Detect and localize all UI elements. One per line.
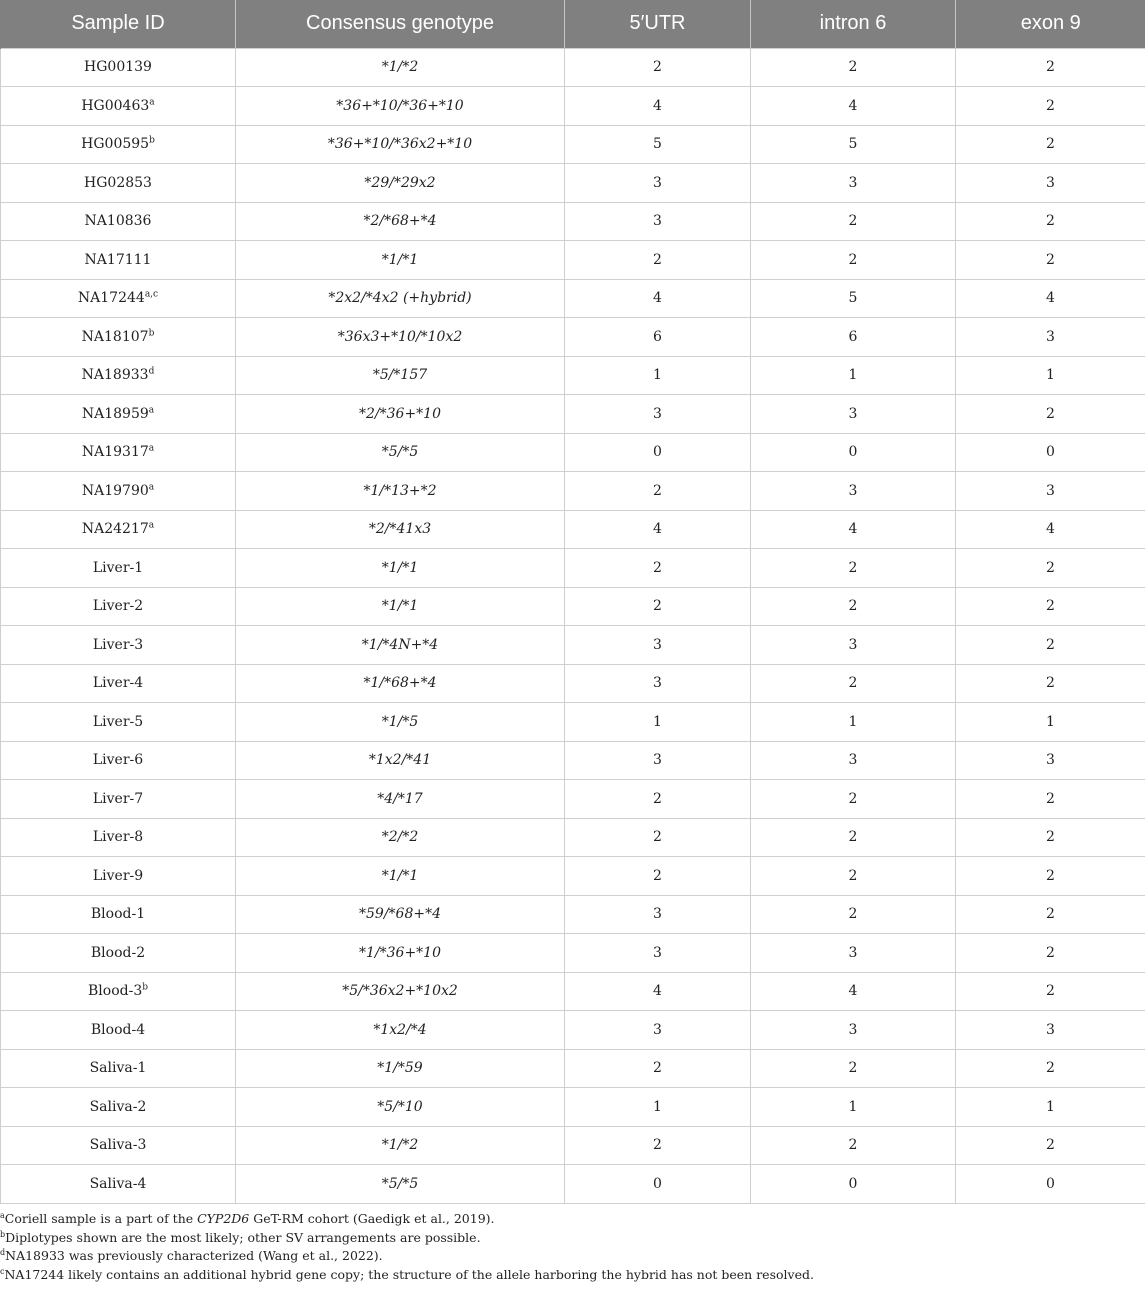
utr-cell: 2 bbox=[565, 1049, 751, 1088]
sample-id: HG02853 bbox=[84, 174, 152, 191]
genotype-cell: *1/*1 bbox=[236, 587, 565, 626]
sample-id-cell bbox=[1, 87, 236, 126]
utr-cell: 4 bbox=[565, 510, 751, 549]
utr-cell: 4 bbox=[565, 279, 751, 318]
exon-cell: 3 bbox=[956, 1011, 1145, 1050]
sample-id: Liver-4 bbox=[92, 675, 144, 692]
genotype-cell: *1/*5 bbox=[236, 703, 565, 742]
genotype-cell: *1/*2 bbox=[236, 48, 565, 87]
footnote-marker: b bbox=[149, 135, 155, 146]
exon-cell: 2 bbox=[956, 1126, 1145, 1165]
utr-cell: 3 bbox=[565, 741, 751, 780]
sample-id-cell bbox=[1, 202, 236, 241]
sample-id-cell bbox=[1, 895, 236, 934]
genotype-cell: *1/*36+*10 bbox=[236, 934, 565, 973]
intron-cell: 6 bbox=[751, 318, 956, 357]
table-row bbox=[1, 703, 1145, 742]
intron-cell: 3 bbox=[751, 934, 956, 973]
exon-cell: 2 bbox=[956, 1049, 1145, 1088]
sample-id: HG00463 bbox=[81, 97, 150, 114]
sample-id: Liver-7 bbox=[92, 790, 144, 807]
sample-id-cell bbox=[1, 664, 236, 703]
sample-id-cell bbox=[1, 395, 236, 434]
sample-id-cell bbox=[1, 125, 236, 164]
intron-cell: 1 bbox=[751, 356, 956, 395]
utr-cell: 3 bbox=[565, 895, 751, 934]
utr-cell: 0 bbox=[565, 1165, 751, 1204]
genotype-cell: *1x2/*4 bbox=[236, 1011, 565, 1050]
exon-cell: 2 bbox=[956, 241, 1145, 280]
table-row bbox=[1, 626, 1145, 665]
genotype-cell: *1/*4N+*4 bbox=[236, 626, 565, 665]
genotype-cell: *5/*5 bbox=[236, 1165, 565, 1204]
table-row bbox=[1, 433, 1145, 472]
header-consensus-genotype: Consensus genotype bbox=[236, 0, 565, 48]
intron-cell: 2 bbox=[751, 895, 956, 934]
exon-cell: 4 bbox=[956, 279, 1145, 318]
table-row bbox=[1, 934, 1145, 973]
exon-cell: 2 bbox=[956, 87, 1145, 126]
sample-id: Liver-6 bbox=[92, 752, 144, 769]
table-row bbox=[1, 587, 1145, 626]
intron-cell: 0 bbox=[751, 1165, 956, 1204]
genotype-cell: *5/*36x2+*10x2 bbox=[236, 972, 565, 1011]
exon-cell: 3 bbox=[956, 318, 1145, 357]
exon-cell: 2 bbox=[956, 549, 1145, 588]
intron-cell: 1 bbox=[751, 703, 956, 742]
intron-cell: 3 bbox=[751, 741, 956, 780]
table-row bbox=[1, 164, 1145, 203]
table-row bbox=[1, 510, 1145, 549]
sample-id-cell bbox=[1, 1088, 236, 1127]
utr-cell: 2 bbox=[565, 1126, 751, 1165]
utr-cell: 2 bbox=[565, 857, 751, 896]
header-sample-id: Sample ID bbox=[1, 0, 236, 48]
sample-id-cell bbox=[1, 626, 236, 665]
header-row bbox=[1, 0, 1145, 48]
table-row bbox=[1, 318, 1145, 357]
table-row bbox=[1, 241, 1145, 280]
genotype-cell: *36x3+*10/*10x2 bbox=[236, 318, 565, 357]
genotype-cell: *1/*1 bbox=[236, 549, 565, 588]
exon-cell: 1 bbox=[956, 1088, 1145, 1127]
intron-cell: 2 bbox=[751, 549, 956, 588]
sample-id: Blood-4 bbox=[90, 1021, 146, 1038]
genotype-cell: *29/*29x2 bbox=[236, 164, 565, 203]
table-row bbox=[1, 472, 1145, 511]
exon-cell: 2 bbox=[956, 48, 1145, 87]
utr-cell: 3 bbox=[565, 664, 751, 703]
intron-cell: 3 bbox=[751, 164, 956, 203]
sample-id: NA18107 bbox=[81, 328, 149, 345]
utr-cell: 2 bbox=[565, 549, 751, 588]
sample-id: HG00595 bbox=[81, 136, 150, 153]
genotype-cell: *36+*10/*36x2+*10 bbox=[236, 125, 565, 164]
utr-cell: 3 bbox=[565, 395, 751, 434]
table-row bbox=[1, 1011, 1145, 1050]
sample-id: Liver-3 bbox=[92, 636, 144, 653]
sample-id-cell bbox=[1, 703, 236, 742]
sample-id: NA18933 bbox=[81, 367, 149, 384]
exon-cell: 3 bbox=[956, 741, 1145, 780]
table-row bbox=[1, 857, 1145, 896]
sample-id-cell bbox=[1, 164, 236, 203]
genotype-cell: *59/*68+*4 bbox=[236, 895, 565, 934]
table-row bbox=[1, 780, 1145, 819]
table-row bbox=[1, 741, 1145, 780]
table-row bbox=[1, 1165, 1145, 1204]
intron-cell: 5 bbox=[751, 125, 956, 164]
genotype-cell: *4/*17 bbox=[236, 780, 565, 819]
footnote-marker: a bbox=[149, 97, 155, 108]
sample-id-cell bbox=[1, 934, 236, 973]
exon-cell: 2 bbox=[956, 395, 1145, 434]
exon-cell: 3 bbox=[956, 472, 1145, 511]
intron-cell: 3 bbox=[751, 472, 956, 511]
intron-cell: 2 bbox=[751, 818, 956, 857]
sample-id-cell bbox=[1, 587, 236, 626]
sample-id-cell bbox=[1, 472, 236, 511]
exon-cell: 1 bbox=[956, 356, 1145, 395]
sample-id-cell bbox=[1, 857, 236, 896]
header-intron-6: intron 6 bbox=[751, 0, 956, 48]
footnote-marker: a bbox=[148, 443, 155, 454]
exon-cell: 0 bbox=[956, 1165, 1145, 1204]
utr-cell: 2 bbox=[565, 780, 751, 819]
sample-id: Blood-1 bbox=[90, 906, 146, 923]
utr-cell: 2 bbox=[565, 818, 751, 857]
sample-id: Blood-2 bbox=[90, 944, 146, 961]
utr-cell: 1 bbox=[565, 1088, 751, 1127]
exon-cell: 2 bbox=[956, 818, 1145, 857]
genotype-cell: *5/*10 bbox=[236, 1088, 565, 1127]
sample-id: NA10836 bbox=[84, 213, 152, 230]
exon-cell: 2 bbox=[956, 895, 1145, 934]
footnote-d: $^d$NA18933 was previously characterized (Wang et al., 2022). bbox=[0, 1247, 383, 1263]
utr-cell: 4 bbox=[565, 972, 751, 1011]
intron-cell: 3 bbox=[751, 395, 956, 434]
utr-cell: 3 bbox=[565, 164, 751, 203]
intron-cell: 2 bbox=[751, 780, 956, 819]
header-5utr: 5′UTR bbox=[565, 0, 751, 48]
sample-id: NA17111 bbox=[84, 251, 152, 268]
footnote-b: $^b$Diplotypes shown are the most likely; other SV arrangements are possible. bbox=[0, 1229, 481, 1245]
table-row bbox=[1, 279, 1145, 318]
sample-id: Liver-8 bbox=[92, 829, 144, 846]
utr-cell: 3 bbox=[565, 202, 751, 241]
table-body bbox=[1, 48, 1145, 1203]
table-row bbox=[1, 1088, 1145, 1127]
sample-id: NA18959 bbox=[81, 405, 149, 422]
sample-id: NA24217 bbox=[81, 521, 149, 538]
exon-cell: 1 bbox=[956, 703, 1145, 742]
sample-id-cell bbox=[1, 241, 236, 280]
footnote-marker: d bbox=[148, 366, 155, 377]
sample-id-cell bbox=[1, 549, 236, 588]
exon-cell: 2 bbox=[956, 125, 1145, 164]
table-row bbox=[1, 1126, 1145, 1165]
genotype-cell: *1/*1 bbox=[236, 241, 565, 280]
sample-id: NA19790 bbox=[81, 482, 149, 499]
intron-cell: 4 bbox=[751, 972, 956, 1011]
genotype-cell: *1/*68+*4 bbox=[236, 664, 565, 703]
utr-cell: 0 bbox=[565, 433, 751, 472]
sample-id: Liver-2 bbox=[92, 598, 144, 615]
utr-cell: 2 bbox=[565, 48, 751, 87]
table-row bbox=[1, 549, 1145, 588]
sample-id-cell bbox=[1, 279, 236, 318]
intron-cell: 3 bbox=[751, 626, 956, 665]
footnote-marker: a bbox=[148, 482, 155, 493]
intron-cell: 2 bbox=[751, 664, 956, 703]
utr-cell: 3 bbox=[565, 934, 751, 973]
utr-cell: 2 bbox=[565, 472, 751, 511]
footnote-c: $^c$NA17244 likely contains an additional hybrid gene copy; the structure of the allele harboring the hybrid has not been resolved. bbox=[0, 1266, 814, 1282]
table-row bbox=[1, 356, 1145, 395]
sample-id-cell bbox=[1, 780, 236, 819]
intron-cell: 4 bbox=[751, 510, 956, 549]
sample-id-cell bbox=[1, 433, 236, 472]
footnote-marker: a bbox=[148, 405, 155, 416]
genotype-cell: *2x2/*4x2 (+hybrid) bbox=[236, 279, 565, 318]
intron-cell: 5 bbox=[751, 279, 956, 318]
genotype-cell: *2/*68+*4 bbox=[236, 202, 565, 241]
utr-cell: 3 bbox=[565, 1011, 751, 1050]
sample-id: Liver-1 bbox=[92, 559, 144, 576]
utr-cell: 4 bbox=[565, 87, 751, 126]
exon-cell: 2 bbox=[956, 972, 1145, 1011]
footnote-a: $^a$Coriell sample is a part of the CYP2D6 GeT-RM cohort (Gaedigk et al., 2019). bbox=[0, 1210, 495, 1226]
table-row bbox=[1, 395, 1145, 434]
utr-cell: 1 bbox=[565, 703, 751, 742]
sample-id-cell bbox=[1, 48, 236, 87]
table-row bbox=[1, 202, 1145, 241]
sample-id: Saliva-3 bbox=[89, 1137, 147, 1154]
sample-id: HG00139 bbox=[84, 59, 152, 76]
footnote-marker: b bbox=[142, 982, 148, 993]
intron-cell: 1 bbox=[751, 1088, 956, 1127]
genotype-cell: *5/*5 bbox=[236, 433, 565, 472]
table-row bbox=[1, 48, 1145, 87]
sample-id-cell bbox=[1, 741, 236, 780]
sample-id: Saliva-2 bbox=[89, 1098, 147, 1115]
sample-id-cell bbox=[1, 1165, 236, 1204]
utr-cell: 2 bbox=[565, 587, 751, 626]
genotype-cell: *2/*41x3 bbox=[236, 510, 565, 549]
exon-cell: 2 bbox=[956, 587, 1145, 626]
exon-cell: 2 bbox=[956, 934, 1145, 973]
intron-cell: 2 bbox=[751, 202, 956, 241]
utr-cell: 3 bbox=[565, 626, 751, 665]
genotype-cell: *1/*2 bbox=[236, 1126, 565, 1165]
footnote-marker: b bbox=[148, 328, 155, 339]
sample-id-cell bbox=[1, 318, 236, 357]
sample-id-cell bbox=[1, 1049, 236, 1088]
utr-cell: 2 bbox=[565, 241, 751, 280]
sample-id-cell bbox=[1, 510, 236, 549]
table-row bbox=[1, 1049, 1145, 1088]
intron-cell: 2 bbox=[751, 1049, 956, 1088]
sample-id: Liver-5 bbox=[92, 713, 144, 730]
genotype-cell: *1/*13+*2 bbox=[236, 472, 565, 511]
exon-cell: 2 bbox=[956, 626, 1145, 665]
table-row bbox=[1, 972, 1145, 1011]
exon-cell: 2 bbox=[956, 664, 1145, 703]
header-exon-9: exon 9 bbox=[956, 0, 1145, 48]
intron-cell: 0 bbox=[751, 433, 956, 472]
genotype-cell: *36+*10/*36+*10 bbox=[236, 87, 565, 126]
sample-id-cell bbox=[1, 818, 236, 857]
sample-id: Liver-9 bbox=[92, 867, 144, 884]
genotype-cell: *2/*2 bbox=[236, 818, 565, 857]
intron-cell: 3 bbox=[751, 1011, 956, 1050]
genotype-cell: *1/*59 bbox=[236, 1049, 565, 1088]
sample-id-cell bbox=[1, 1126, 236, 1165]
intron-cell: 4 bbox=[751, 87, 956, 126]
utr-cell: 5 bbox=[565, 125, 751, 164]
table-row bbox=[1, 664, 1145, 703]
footnote-marker: a,c bbox=[144, 289, 159, 300]
sample-id-cell bbox=[1, 356, 236, 395]
sample-id: Saliva-4 bbox=[89, 1175, 147, 1192]
utr-cell: 6 bbox=[565, 318, 751, 357]
exon-cell: 3 bbox=[956, 164, 1145, 203]
intron-cell: 2 bbox=[751, 857, 956, 896]
sample-id-cell bbox=[1, 1011, 236, 1050]
sample-id: Blood-3 bbox=[88, 983, 143, 1000]
intron-cell: 2 bbox=[751, 48, 956, 87]
intron-cell: 2 bbox=[751, 241, 956, 280]
genotype-cell: *1/*1 bbox=[236, 857, 565, 896]
sample-id: NA17244 bbox=[77, 290, 145, 307]
intron-cell: 2 bbox=[751, 1126, 956, 1165]
exon-cell: 2 bbox=[956, 780, 1145, 819]
sample-id: NA19317 bbox=[81, 444, 149, 461]
table-row bbox=[1, 87, 1145, 126]
sample-id-cell bbox=[1, 972, 236, 1011]
sample-id: Saliva-1 bbox=[89, 1060, 147, 1077]
genotype-cell: *2/*36+*10 bbox=[236, 395, 565, 434]
exon-cell: 0 bbox=[956, 433, 1145, 472]
exon-cell: 2 bbox=[956, 857, 1145, 896]
footnotes bbox=[0, 1210, 1145, 1284]
table-row bbox=[1, 818, 1145, 857]
exon-cell: 4 bbox=[956, 510, 1145, 549]
genotype-cell: *1x2/*41 bbox=[236, 741, 565, 780]
footnote-marker: a bbox=[148, 520, 155, 531]
genotype-cell: *5/*157 bbox=[236, 356, 565, 395]
table-row bbox=[1, 895, 1145, 934]
intron-cell: 2 bbox=[751, 587, 956, 626]
utr-cell: 1 bbox=[565, 356, 751, 395]
exon-cell: 2 bbox=[956, 202, 1145, 241]
table-row bbox=[1, 125, 1145, 164]
